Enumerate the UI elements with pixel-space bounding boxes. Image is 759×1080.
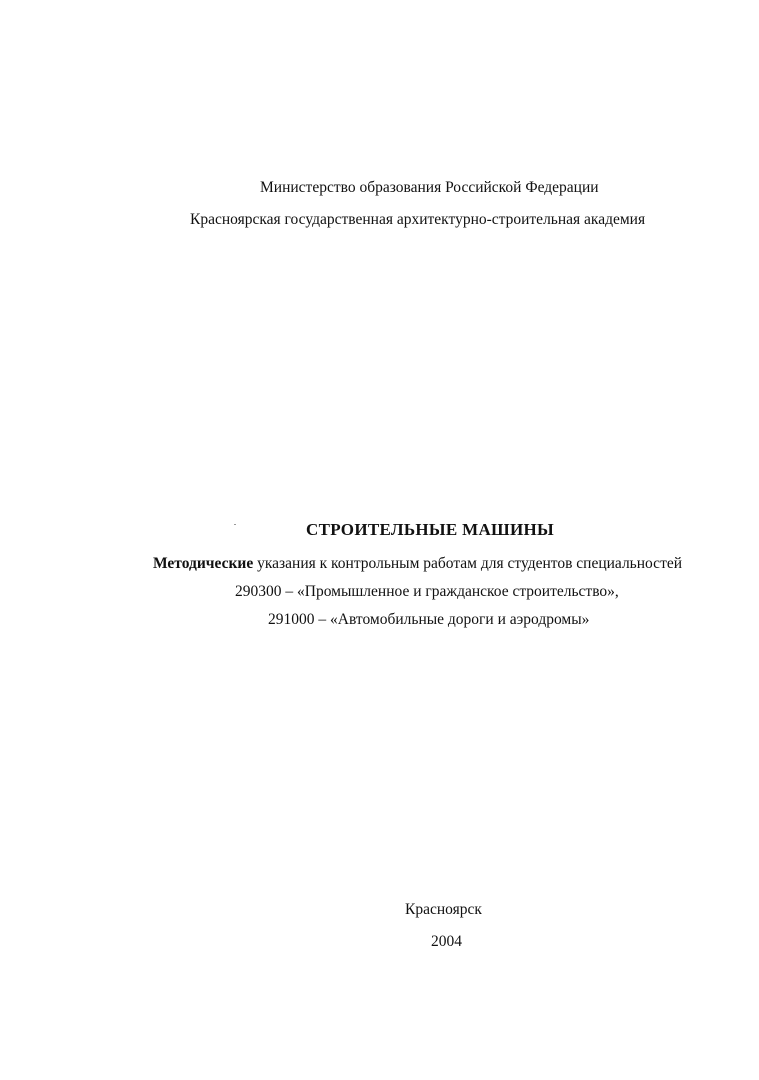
subtitle-bold: Методические xyxy=(153,555,254,572)
document-title: СТРОИТЕЛЬНЫЕ МАШИНЫ xyxy=(306,520,555,539)
subtitle-rest: указания к контрольным работам для студентов специальностей xyxy=(253,555,683,572)
academy-line: Красноярская государственная архитектурно-строительная академия xyxy=(190,211,646,228)
ministry-line: Министерство образования Российской Федерации xyxy=(260,179,599,196)
specialty-line-1: 290300 – «Промышленное и гражданское строительство», xyxy=(235,583,619,600)
city-line: Красноярск xyxy=(405,901,482,918)
specialty-line-2: 291000 – «Автомобильные дороги и аэродромы» xyxy=(268,611,590,628)
scan-speck xyxy=(234,524,236,525)
subtitle-line xyxy=(153,554,682,574)
year-line: 2004 xyxy=(431,933,462,950)
